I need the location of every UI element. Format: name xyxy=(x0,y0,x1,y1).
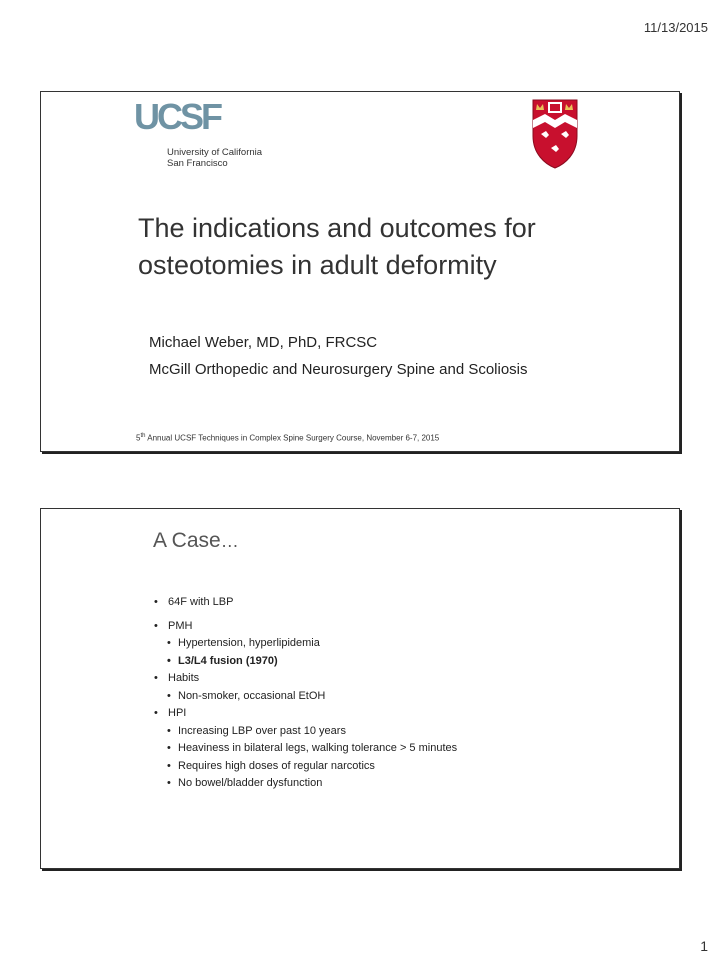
sub-bullet-item: • Requires high doses of regular narcotics xyxy=(167,758,654,776)
sub-bullet-item: • Hypertension, hyperlipidemia xyxy=(167,635,654,653)
author-affiliation: McGill Orthopedic and Neurosurgery Spine and Scoliosis xyxy=(149,361,528,378)
footer-ordinal-suffix: th xyxy=(140,433,146,439)
sub-bullet-item: • Heaviness in bilateral legs, walking tolerance > 5 minutes xyxy=(167,740,654,758)
case-slide xyxy=(40,508,680,869)
bullet-list xyxy=(154,594,654,793)
ucsf-logo xyxy=(134,99,284,169)
page-number: 1 xyxy=(700,938,708,954)
sub-bullet-item: • Increasing LBP over past 10 years xyxy=(167,723,654,741)
case-title-text: A Case xyxy=(153,529,221,552)
footer-text: Annual UCSF Techniques in Complex Spine Surgery Course, November 6-7, 2015 xyxy=(145,433,440,443)
bullet-item: • PMH xyxy=(154,618,654,636)
case-title xyxy=(153,529,239,553)
course-footer xyxy=(136,433,439,443)
author-name: Michael Weber, MD, PhD, FRCSC xyxy=(149,334,378,351)
bullet-item: • HPI xyxy=(154,705,654,723)
slide-title: The indications and outcomes for osteotomies in adult deformity xyxy=(138,213,536,280)
sub-bullet-item: • No bowel/bladder dysfunction xyxy=(167,775,654,793)
bullet-item: • Habits xyxy=(154,670,654,688)
title-slide xyxy=(40,91,680,452)
ucsf-logo-line-2: San Francisco xyxy=(167,158,228,169)
mcgill-shield-logo xyxy=(531,98,579,170)
ucsf-wordmark-logo xyxy=(134,99,226,143)
header-date: 11/13/2015 xyxy=(643,20,708,35)
bullet-item: • 64F with LBP xyxy=(154,594,654,612)
ucsf-logo-line-1: University of California xyxy=(167,147,263,158)
case-title-ellipsis: … xyxy=(220,531,239,551)
ucsf-wordmark-text: UCSF xyxy=(134,99,220,137)
sub-bullet-item: • L3/L4 fusion (1970) xyxy=(167,653,654,671)
footer-ordinal: 5 xyxy=(136,433,141,443)
sub-bullet-item: • Non-smoker, occasional EtOH xyxy=(167,688,654,706)
